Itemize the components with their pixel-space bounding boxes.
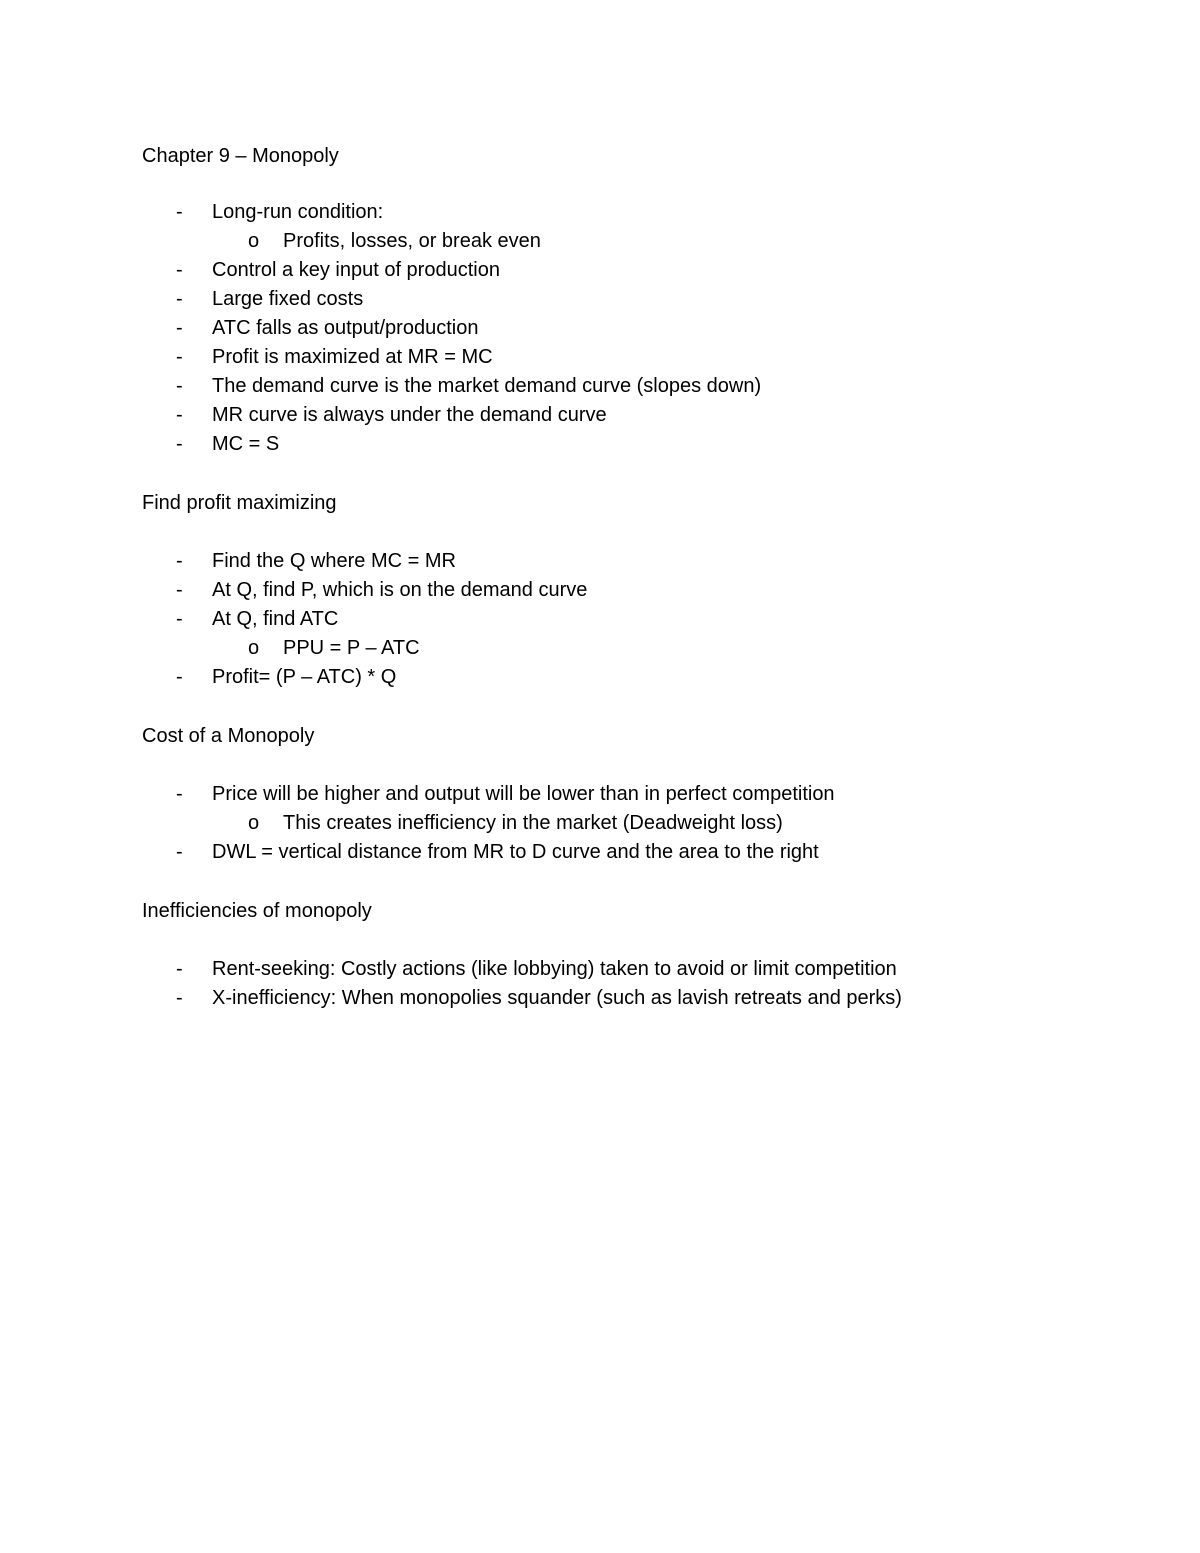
dash-bullet-marker: - xyxy=(176,375,183,397)
dash-bullet-marker: - xyxy=(176,987,183,1009)
list-item xyxy=(142,430,1102,459)
circle-bullet-marker: o xyxy=(248,812,260,834)
list-item-text: Price will be higher and output will be lower than in perfect competition xyxy=(212,783,835,805)
list-item-text: Control a key input of production xyxy=(212,259,500,281)
section xyxy=(142,142,1102,459)
list-item-text: Profit= (P – ATC) * Q xyxy=(212,666,397,688)
list-item-text: ATC falls as output/production xyxy=(212,317,479,339)
list-item xyxy=(142,780,1102,809)
dash-bullet-marker: - xyxy=(176,608,183,630)
list-item-text: PPU = P – ATC xyxy=(283,637,420,659)
list-item-text: Rent-seeking: Costly actions (like lobbying) taken to avoid or limit competition xyxy=(212,958,897,980)
list-item xyxy=(142,401,1102,430)
dash-bullet-marker: - xyxy=(176,288,183,310)
sub-list-item xyxy=(142,809,1102,838)
dash-bullet-marker: - xyxy=(176,666,183,688)
list-item xyxy=(142,314,1102,343)
list-item xyxy=(142,576,1102,605)
list-item-text: The demand curve is the market demand curve (slopes down) xyxy=(212,375,762,397)
list-item xyxy=(142,372,1102,401)
list-item-text: Find the Q where MC = MR xyxy=(212,550,456,572)
list-item-text: Large fixed costs xyxy=(212,288,364,310)
circle-bullet-marker: o xyxy=(248,637,260,659)
sub-list-item xyxy=(142,227,1102,256)
bullet-list xyxy=(142,955,1102,1013)
section-heading: Find profit maximizing xyxy=(142,492,337,514)
circle-bullet-marker: o xyxy=(248,230,260,252)
dash-bullet-marker: - xyxy=(176,433,183,455)
list-item xyxy=(142,955,1102,984)
list-item-text: DWL = vertical distance from MR to D curve and the area to the right xyxy=(212,841,819,863)
list-item xyxy=(142,343,1102,372)
list-item-text: Long-run condition: xyxy=(212,201,384,223)
list-item-text: MC = S xyxy=(212,433,280,455)
section-heading: Cost of a Monopoly xyxy=(142,725,315,747)
dash-bullet-marker: - xyxy=(176,579,183,601)
section xyxy=(142,722,1102,867)
list-item xyxy=(142,838,1102,867)
list-item-text: MR curve is always under the demand curve xyxy=(212,404,607,426)
dash-bullet-marker: - xyxy=(176,550,183,572)
list-item-text: At Q, find P, which is on the demand curve xyxy=(212,579,588,601)
bullet-list xyxy=(142,780,1102,867)
list-item xyxy=(142,663,1102,692)
list-item xyxy=(142,256,1102,285)
list-item-text: Profits, losses, or break even xyxy=(283,230,541,252)
section-heading: Inefficiencies of monopoly xyxy=(142,900,372,922)
list-item xyxy=(142,984,1102,1013)
list-item-text: Profit is maximized at MR = MC xyxy=(212,346,493,368)
dash-bullet-marker: - xyxy=(176,958,183,980)
dash-bullet-marker: - xyxy=(176,346,183,368)
sub-list-item xyxy=(142,634,1102,663)
dash-bullet-marker: - xyxy=(176,841,183,863)
section xyxy=(142,897,1102,1013)
list-item xyxy=(142,605,1102,634)
dash-bullet-marker: - xyxy=(176,201,183,223)
bullet-list xyxy=(142,547,1102,692)
dash-bullet-marker: - xyxy=(176,259,183,281)
list-item xyxy=(142,547,1102,576)
list-item-text: X-inefficiency: When monopolies squander (such as lavish retreats and perks) xyxy=(212,987,902,1009)
dash-bullet-marker: - xyxy=(176,404,183,426)
list-item-text: At Q, find ATC xyxy=(212,608,339,630)
list-item-text: This creates inefficiency in the market (Deadweight loss) xyxy=(283,812,783,834)
section-heading: Chapter 9 – Monopoly xyxy=(142,145,339,167)
bullet-list xyxy=(142,198,1102,459)
dash-bullet-marker: - xyxy=(176,317,183,339)
dash-bullet-marker: - xyxy=(176,783,183,805)
list-item xyxy=(142,285,1102,314)
list-item xyxy=(142,198,1102,227)
section xyxy=(142,489,1102,692)
document-body xyxy=(142,142,1102,1043)
